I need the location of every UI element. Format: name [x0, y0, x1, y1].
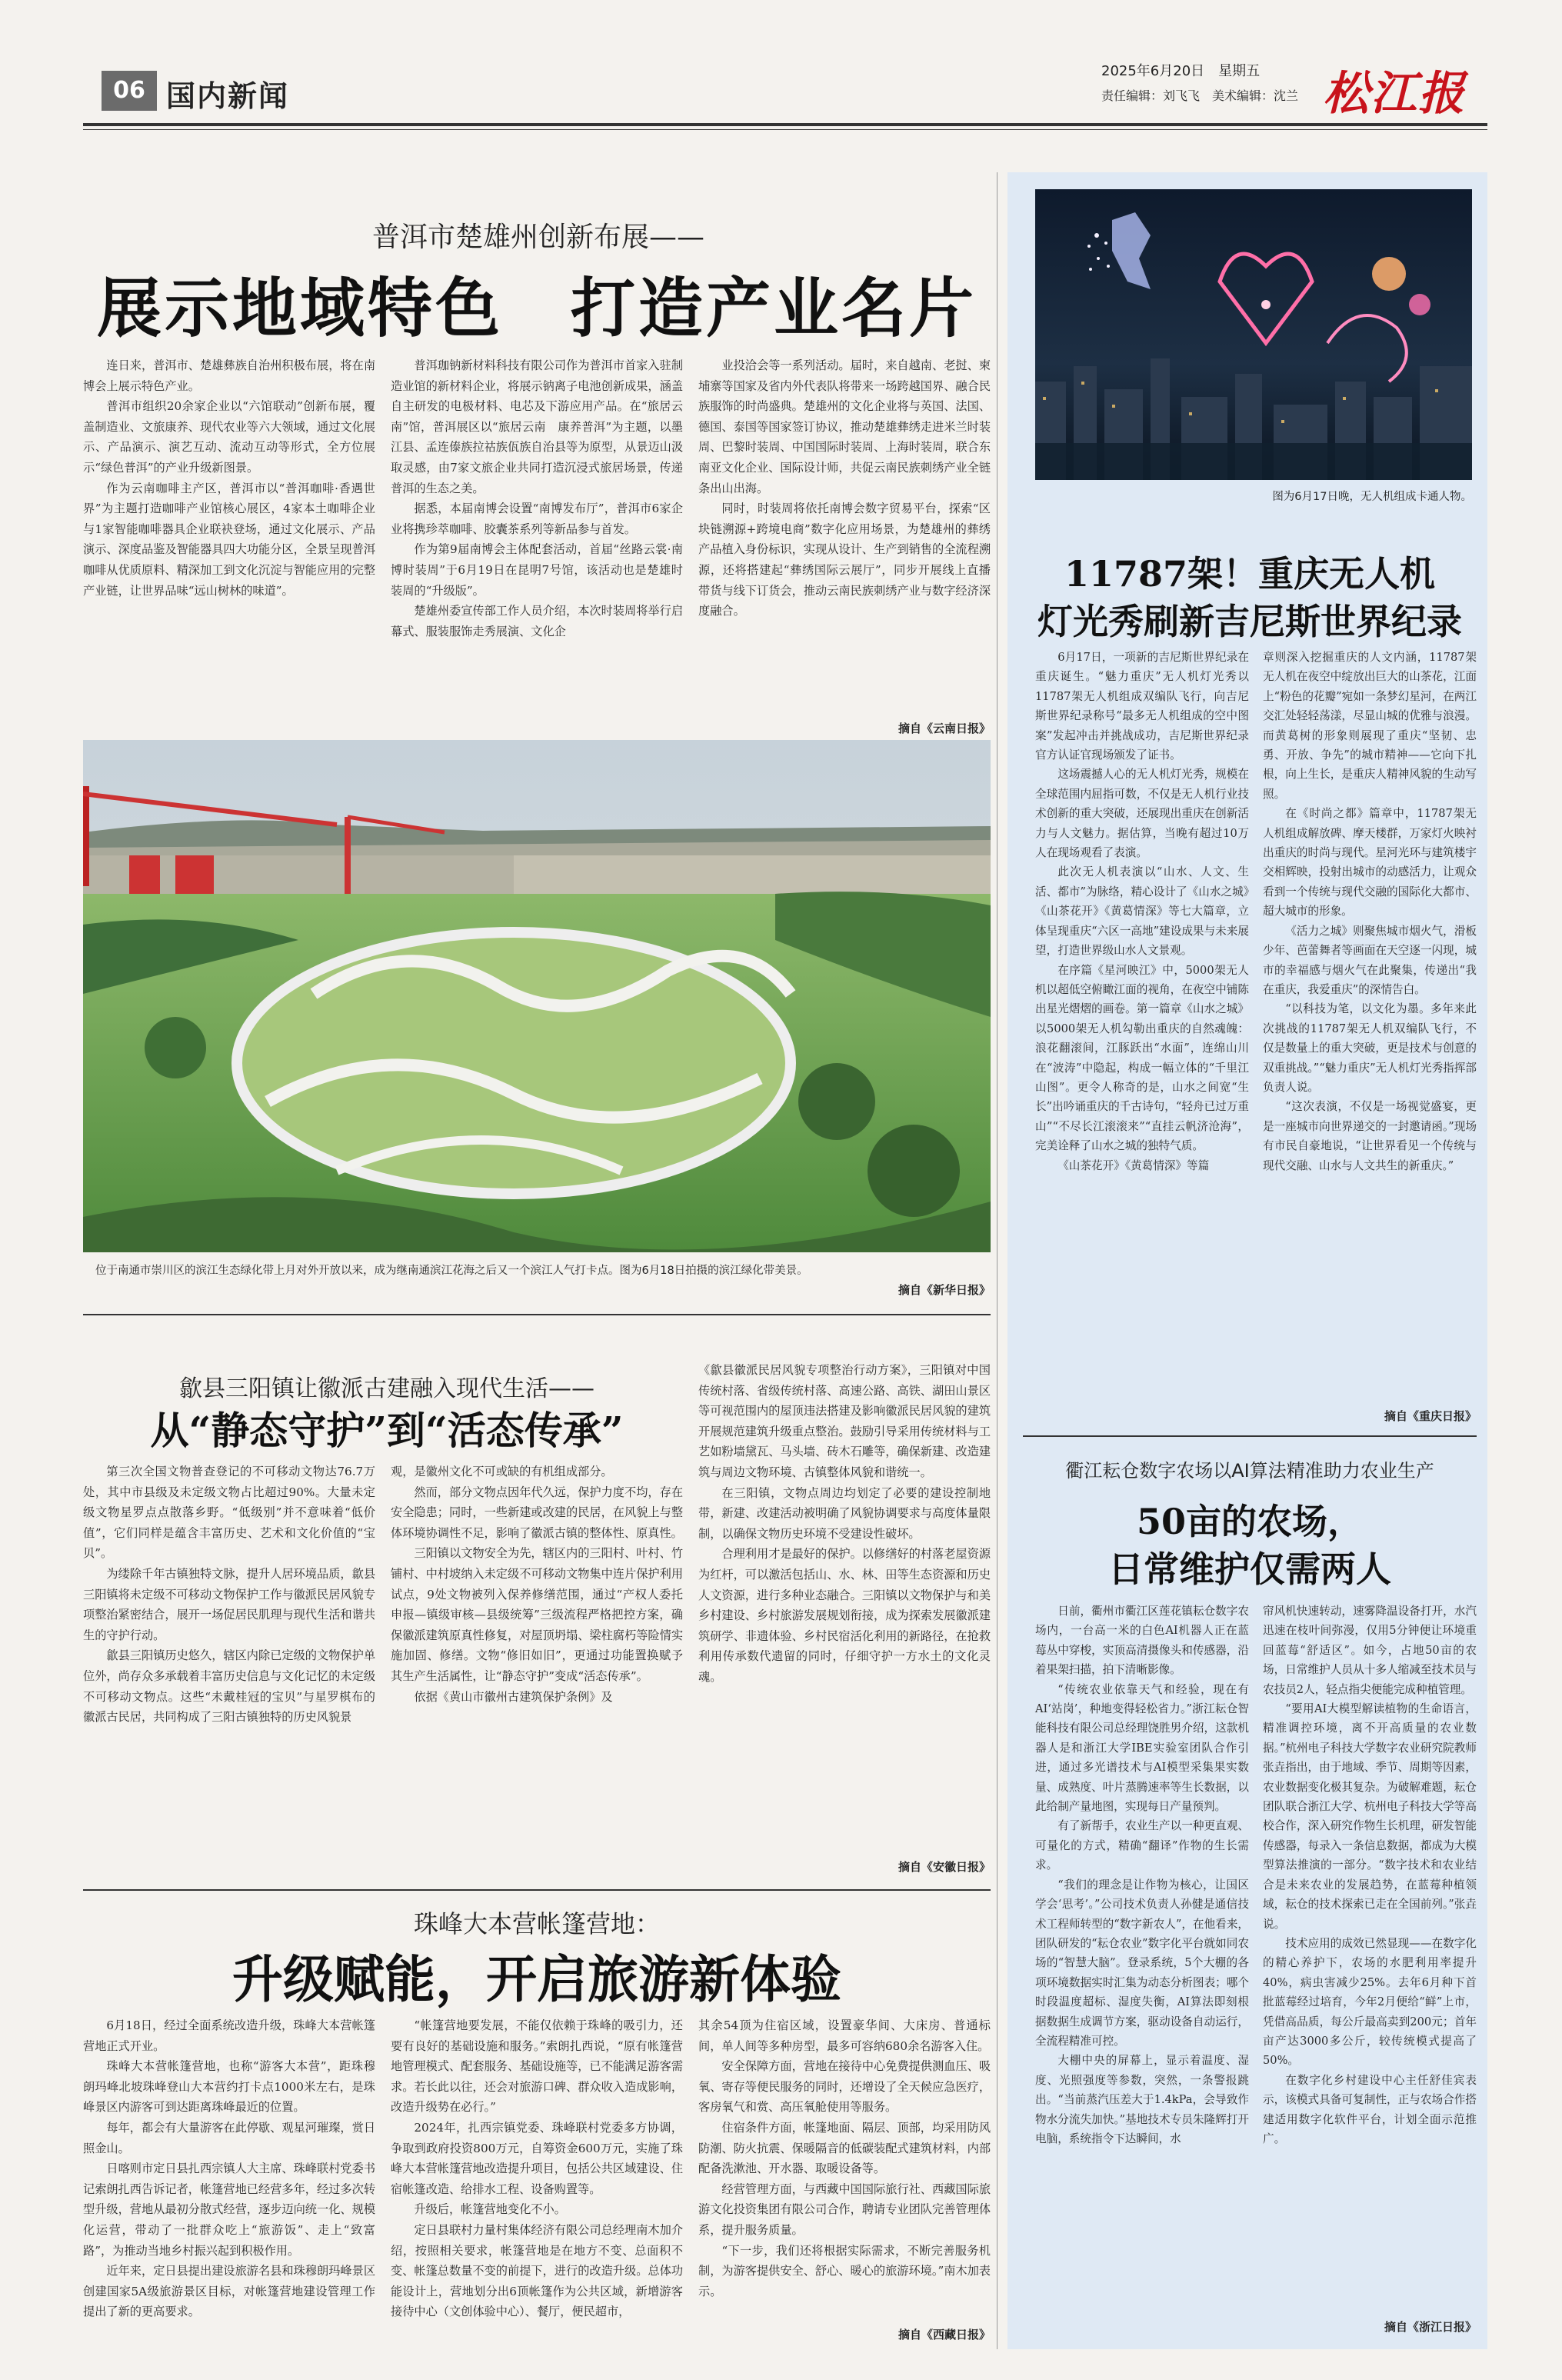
paragraph: 6月18日，经过全面系统改造升级，珠峰大本营帐篷营地正式开业。: [83, 2018, 375, 2053]
paragraph: 普洱珈钠新材料科技有限公司作为普洱市首家入驻制造业馆的新材料企业，将展示钠离子电池创新成果，涵盖自主研发的电极材料、电芯及下游应用产品。在“旅居云南”馆，普洱展区以“旅居云南 康养普洱”为主题，以墨江县、孟连傣族拉祜族佤族自治县等为原型，从景迈山汲取灵感，由7家文旅企业共同打造沉浸式旅居场景，传递普洱的生态之美。: [391, 358, 683, 495]
article3-col3: [698, 2015, 991, 2302]
article2-col1: [83, 1462, 375, 1728]
photo1-caption: 位于南通市崇川区的滨江生态绿化带上月对外开放以来，成为继南通滨江花海之后又一个滨江人气打卡点。图为6月18日拍摄的滨江绿化带美景。: [95, 1265, 808, 1277]
article2-col3: [698, 1360, 991, 1688]
article3-headline: 升级赋能，开启旅游新体验: [232, 1950, 841, 2009]
paragraph: 在数字化乡村建设中心主任舒佳宾表示，该模式具备可复制性，正与农场合作搭建适用数字化软件平台，计划全面示范推广。: [1263, 2073, 1477, 2145]
paragraph: 据悉，本届南博会设置“南博发布厅”，普洱市6家企业将携珍萃咖啡、胶囊茶系列等新品参与首发。: [391, 502, 683, 536]
riverside-park-photo: [83, 740, 991, 1252]
paragraph: 业投洽会等一系列活动。届时，来自越南、老挝、柬埔寨等国家及省内外代表队将带来一场跨越国界、融合民族服饰的时尚盛典。楚雄州的文化企业将与英国、法国、德国、泰国等国家签订协议，推动楚雄彝绣走进米兰时装周、巴黎时装周、中国国际时装周、上海时装周，联合东南亚文化企业、国际设计师，共促云南民族刺绣产业全链条出山出海。: [698, 358, 991, 495]
paragraph: 其余54顶为住宿区域，设置豪华间、大床房、普通标间，单人间等多种房型，最多可容纳680余名游客入住。: [698, 2018, 991, 2053]
paragraph: 定日县联村力量村集体经济有限公司总经理南木加介绍，按照相关要求，帐篷营地是在地方不变、总面积不变、帐篷总数量不变的前提下，进行的改造升级。总体功能设计上，营地划分出6顶帐篷作为公共区域，新增游客接待中心（文创体验中心）、餐厅，便民超市，: [391, 2222, 683, 2319]
paragraph: 有了新帮手，农业生产以一种更直观、可量化的方式，精确“翻译”作物的生长需求。: [1035, 1819, 1249, 1872]
paragraph: 此次无人机表演以“山水、人文、生活、都市”为脉络，精心设计了《山水之城》《山茶花开》《黄葛情深》等七大篇章，立体呈现重庆“六区一高地”建设成果与未来展望，打造世界级山水人文景观。: [1035, 865, 1249, 958]
paragraph: 这场震撼人心的无人机灯光秀，规模在全球范围内屈指可数，不仅是无人机行业技术创新的重大突破，还展现出重庆在创新活力与人文魅力。据估算，当晚有超过10万人在现场观看了表演。: [1035, 768, 1249, 860]
article1-col2: [391, 355, 683, 642]
page-number: 06: [113, 77, 145, 104]
article2-headline: 从“静态守护”到“活态传承”: [150, 1408, 624, 1453]
article1-source: 摘自《云南日报》: [898, 722, 991, 735]
paragraph: 住宿条件方面，帐篷地面、隔层、顶部，均采用防风防潮、防火抗震、保暖隔音的低碳装配式建筑材料，内部配备洗漱池、开水器、取暖设备等。: [698, 2120, 991, 2176]
article4-headline-line2: 灯光秀刷新吉尼斯世界纪录: [1037, 601, 1462, 642]
article5-source: 摘自《浙江日报》: [1384, 2320, 1477, 2334]
paragraph: 升级后，帐篷营地变化不小。: [414, 2202, 566, 2217]
paragraph: 安全保障方面，营地在接待中心免费提供测血压、吸氧、寄存等便民服务的同时，还增设了全天候应急医疗，客房氧气和赏、高压氧舱使用等服务。: [698, 2059, 991, 2115]
paragraph: 普洱市组织20余家企业以“六馆联动”创新布展，覆盖制造业、文旅康养、现代农业等六大领域，通过文化展示、产品演示、演艺互动、流动互动等形式，全方位展示“绿色普洱”的产业升级新图景。: [83, 399, 375, 475]
article5-headline-line1: 50亩的农场，: [1136, 1501, 1363, 1542]
paragraph: 珠峰大本营帐篷营地，也称“游客大本营”，距珠穆朗玛峰北坡珠峰登山大本营约打卡点1000米左右，是珠峰景区内游客可到达距离珠峰最近的位置。: [83, 2059, 375, 2115]
paragraph: 作为云南咖啡主产区，普洱市以“普洱咖啡·香遇世界”为主题打造咖啡产业馆核心展区，4家本土咖啡企业与1家智能咖啡器具企业联袂登场，通过文化展示、产品演示、深度品鉴及智能器具四大功能分区，全景呈现普洱咖啡从优质原料、精深加工到文化沉淀与智能应用的完整产业链，让世界品味“远山树林的味道”。: [83, 481, 375, 598]
drone-show-photo: [1035, 189, 1472, 480]
article1-headline: 展示地域特色 打造产业名片: [96, 271, 977, 346]
article5-col1: [1035, 1602, 1249, 2148]
paragraph: 作为第9届南博会主体配套活动，首届“丝路云裳·南博时装周”于6月19日在昆明7号馆，该活动也是楚雄时装周的“升级版”。: [391, 542, 683, 598]
section-title: 国内新闻: [166, 78, 290, 113]
paragraph: 6月17日，一项新的吉尼斯世界纪录在重庆诞生。“魅力重庆”无人机灯光秀以11787架无人机组成双编队飞行，向吉尼斯世界纪录称号“最多无人机组成的空中图案”发起冲击并挑战成功，吉尼斯世界纪录官方认证官现场颁发了证书。: [1035, 651, 1249, 762]
paragraph: 大棚中央的屏幕上，显示着温度、湿度、光照强度等参数，突然，一条警报跳出。“当前蒸汽压差大于1.4kPa，会导致作物水分流失加快。”基地技术专员朱隆辉打开电脑，系统指令下达瞬间，水: [1035, 2054, 1249, 2145]
article4-source: 摘自《重庆日报》: [1384, 1409, 1477, 1423]
paragraph: 在序篇《星河映江》中，5000架无人机以超低空俯瞰江面的视角，在夜空中铺陈出星光熠熠的画卷。第一篇章《山水之城》以5000架无人机勾勒出重庆的自然魂魄：浪花翻滚间，江豚跃出“水面”，连绵山川在“波涛”中隐起，构成一幅立体的“千里江山图”。更令人称奇的是，山水之间宽“生长”出吟诵重庆的千古诗句，“轻舟已过万重山”“不尽长江滚滚来”“直挂云帆济沧海”，完美诠释了山水之城的独特气质。: [1035, 963, 1249, 1153]
paragraph: “这次表演，不仅是一场视觉盛宴，更是一座城市向世界递交的一封邀请函。”现场有市民自豪地说，“让世界看见一个传统与现代交融、山水与人文共生的新重庆。”: [1263, 1100, 1477, 1172]
paragraph: 日喀则市定日县扎西宗镇人大主席、珠峰联村党委书记索朗扎西告诉记者，帐篷营地已经营多年，经过多次转型升级，营地从最初分散式经营，逐步迈向统一化、规模化运营，带动了一批群众吃上“旅游饭”、走上“致富路”，为推动当地乡村振兴起到积极作用。: [83, 2162, 375, 2258]
paragraph: 合理利用才是最好的保护。以修缮好的村落老屋资源为红杆，可以激活包括山、水、林、田等生态资源和历史人文资源，进行多种业态融合。三阳镇以文物保护与和美乡村建设、乡村旅游发展规划衔接，成为探索发展徽派建筑研学、非遗体验、乡村民宿活化利用的新路径，在抢救利用传承数代遗留的同时，仔细守护一方水土的文化灵魂。: [698, 1547, 991, 1684]
paragraph: 2024年，扎西宗镇党委、珠峰联村党委多方协调，争取到政府投资800万元，自筹资金600万元，实施了珠峰大本营帐篷营地改造提升项目，包括公共区域建设、住宿帐篷改造、给排水工程、设备购置等。: [391, 2120, 683, 2196]
article3-kicker: 珠峰大本营帐篷营地：: [413, 1909, 660, 1938]
section-divider: [83, 1314, 991, 1315]
article3-col1: [83, 2015, 375, 2322]
article1-col1: [83, 355, 375, 601]
paragraph: “帐篷营地要发展，不能仅依赖于珠峰的吸引力，还要有良好的基础设施和服务。”索朗扎西说，“原有帐篷营地管理模式、配套服务、基础设施等，已不能满足游客需求。若长此以往，还会对旅游口碑、群众收入造成影响，改造升级势在必行。”: [391, 2018, 683, 2115]
masthead-rule-thin: [83, 129, 1487, 130]
paragraph: 帘风机快速转动，速雾降温设备打开，水汽迅速在枝叶间弥漫，仅用5分钟便让环境重回蓝莓“舒适区”。如今，占地50亩的农场，日常维护人员从十多人缩减至技术员与农技员2人，轻点指尖便能完成种植管理。: [1263, 1605, 1477, 1696]
paragraph: 第三次全国文物普查登记的不可移动文物达76.7万处，其中市县级及未定级文物占比超过90%。大量未定级文物星罗点点散落乡野。“低级别”并不意味着“低价值”，它们同样是蕴含丰富历史、艺术和文化价值的“宝贝”。: [83, 1465, 375, 1561]
paragraph: 连日来，普洱市、楚雄彝族自治州积极布展，将在南博会上展示特色产业。: [83, 358, 375, 393]
article2-source: 摘自《安徽日报》: [898, 1860, 991, 1874]
article1-kicker: 普洱市楚雄州创新布展——: [371, 222, 704, 253]
photo1-source: 摘自《新华日报》: [898, 1283, 991, 1297]
paragraph: 为缕除千年古镇独特文脉，提升人居环境品质，歙县三阳镇将未定级不可移动文物保护工作与徽派民居风貌专项整治紧密结合，展开一场促居民肌理与现代生活和谐共生的守护行动。: [83, 1566, 375, 1642]
paragraph: 三阳镇以文物安全为先，辖区内的三阳村、叶村、竹铺村、中村坡纳入未定级不可移动文物集中连片保护利用试点，9处文物被列入保养修缮范围，通过“产权人委托申报—镇级审核—县级统筹”三级流程严格把控方案，确保徽派建筑原真性修复，对屋顶坍塌、梁柱腐朽等险情实施加固、修缮。文物“修旧如旧”，更通过功能置换赋予其生产生活属性，让“静态守护”变成“活态传承”。: [391, 1546, 683, 1683]
paragraph: 《山茶花开》《黄葛情深》等篇: [1057, 1158, 1210, 1172]
paragraph: 在《时尚之都》篇章中，11787架无人机组成解放碑、摩天楼群，万家灯火映衬出重庆的时尚与现代。星河光环与建筑楼宇交相辉映，投射出城市的动感活力，让观众看到一个传统与现代交融的国际化大都市、超大城市的形象。: [1263, 807, 1477, 918]
paragraph: “下一步，我们还将根据实际需求，不断完善服务机制，为游客提供安全、舒心、暖心的旅游环境。”南木加表示。: [698, 2243, 991, 2298]
article2-col2: [391, 1462, 683, 1707]
editor-credits: 责任编辑：刘飞飞 美术编辑：沈兰: [1101, 88, 1299, 103]
paragraph: 日前，衢州市衢江区莲花镇耘仓数字农场内，一台高一米的白色AI机器人正在蓝莓丛中穿梭，实顶高清摄像头和传感器，沿着果架扫描，拍下清晰影像。: [1035, 1605, 1249, 1677]
page-number-badge: [102, 71, 157, 111]
newspaper-logo: 松江报: [1323, 67, 1466, 121]
photo2-caption: 图为6月17日晚，无人机组成卡通人物。: [1272, 491, 1472, 503]
article5-col2: [1263, 1602, 1477, 2148]
article4-col1: [1035, 648, 1249, 1175]
masthead-rule: [83, 123, 1487, 126]
paragraph: 《歙县徽派民居风貌专项整治行动方案》，三阳镇对中国传统村落、省级传统村落、高速公路、高铁、湖田山景区等可视范围内的屋顶违法搭建及影响徽派民居风貌的建筑开展规范建筑升级重点整治。鼓励引导采用传统材料与工艺如粉墙黛瓦、马头墙、砖木石雕等，确保新建、改造建筑与周边文物环境、古镇整体风貌和谐统一。: [698, 1363, 991, 1479]
paragraph: 在三阳镇，文物点周边均划定了必要的建设控制地带，新建、改建活动被明确了风貌协调要求与高度体量限制，以确保文物历史环境不受建设性破坏。: [698, 1485, 991, 1541]
paragraph: 观，是徽州文化不可或缺的有机组成部分。: [391, 1465, 613, 1478]
article4-headline-line1: 11787架！重庆无人机: [1064, 553, 1436, 595]
article2-kicker: 歙县三阳镇让徽派古建融入现代生活——: [179, 1375, 594, 1402]
article1-col3: [698, 355, 991, 622]
paragraph: 经营管理方面，与西藏中国国际旅行社、西藏国际旅游文化投资集团有限公司合作，聘请专业团队完善管理体系，提升服务质量。: [698, 2182, 991, 2237]
paragraph: 近年来，定日县提出建设旅游名县和珠穆朗玛峰景区创建国家5A级旅游景区目标，对帐篷营地建设管理工作提出了新的更高要求。: [83, 2264, 375, 2319]
paragraph: 然而，部分文物点因年代久远，保护力度不均，存在安全隐患；同时，一些新建或改建的民居，在风貌上与整体环境协调性不足，影响了徽派古镇的整体性、原真性。: [391, 1485, 683, 1540]
section-divider: [1023, 1435, 1477, 1437]
article5-headline-line2: 日常维护仅需两人: [1108, 1548, 1391, 1590]
article4-col2: [1263, 648, 1477, 1175]
paragraph: 依据《黄山市徽州古建筑保护条例》及: [414, 1689, 613, 1704]
paragraph: 《活力之城》则聚焦城市烟火气，滑板少年、芭蕾舞者等画面在天空逐一闪现，城市的幸福感与烟火气在此聚集，传递出“我在重庆，我爱重庆”的深情告白。: [1263, 924, 1477, 996]
paragraph: “以科技为笔，以文化为墨。多年来此次挑战的11787架无人机双编队飞行，不仅是数量上的重大突破，更是技术与创意的双重挑战。”“魅力重庆”无人机灯光秀指挥部负责人说。: [1263, 1002, 1477, 1094]
paragraph: “要用AI大模型解读植物的生命语言，精准调控环境，离不开高质量的农业数据。”杭州电子科技大学数字农业研究院教师张垚指出，由于地域、季节、周期等因素，农业数据变化极其复杂。为破解难题，耘仓团队联合浙江大学、杭州电子科技大学等高校合作，深入研究作物生长机理，研发智能传感器，每录入一条信息数据，都成为大模型算法推演的一部分。“数字技术和农业结合是未来农业的发展趋势，在蓝莓种植领域，耘仓的技术探索已走在全国前列。”张垚说。: [1263, 1702, 1477, 1931]
article5-kicker: 衢江耘仓数字农场以AI算法精准助力农业生产: [1065, 1460, 1434, 1482]
paragraph: 每年，都会有大量游客在此停歇、观星河璀璨，赏日照金山。: [83, 2120, 375, 2155]
article3-col2: [391, 2015, 683, 2322]
section-divider: [83, 1889, 991, 1891]
paragraph: 楚雄州委宣传部工作人员介绍，本次时装周将举行启幕式、服装服饰走秀展演、文化企: [391, 604, 683, 638]
paragraph: 章则深入挖掘重庆的人文内涵，11787架无人机在夜空中绽放出巨大的山茶花，江面上“粉色的花瓣”宛如一条梦幻星河，在两江交汇处轻轻荡漾，尽显山城的优雅与浪漫。而黄葛树的形象则展现了重庆“坚韧、忠勇、开放、争先”的城市精神——它向下扎根，向上生长，是重庆人精神风貌的生动写照。: [1263, 651, 1477, 801]
paragraph: 同时，时装周将依托南博会数字贸易平台，探索“区块链溯源+跨境电商”数字化应用场景，为楚雄州的彝绣产品植入身份标识，实现从设计、生产到销售的全流程溯源，还将搭建起“彝绣国际云展厅”，同步开展线上直播带货与线下订货会，推动云南民族刺绣产业与数字经济深度融合。: [698, 502, 991, 618]
paragraph: “传统农业依靠天气和经验，现在有AI‘站岗’，种地变得轻松省力。”浙江耘仓智能科技有限公司总经理饶胜男介绍，这款机器人是和浙江大学IBE实验室团队合作引进，通过多光谱技术与AI模型采集果实数量、成熟度、叶片蒸腾速率等生长数据，以此给制产量地图，实现每日产量预判。: [1035, 1682, 1249, 1814]
paragraph: “我们的理念是让作物为核心，让国区学会‘思考’。”公司技术负责人孙健是通信技术工程师转型的“数字新农人”，在他看来，团队研发的“耘仓农业”数字化平台就如同农场的“智慧大脑”。登录系统，5个大棚的各项环境数据实时汇集为动态分析图表；哪个时段温度超标、湿度失衡，AI算法即刻根据数据生成调节方案，驱动设备自动运行，全流程精准可控。: [1035, 1878, 1249, 2048]
issue-date: 2025年6月20日 星期五: [1101, 63, 1261, 79]
paragraph: 技术应用的成效已然显现——在数字化的精心养护下，农场的水肥利用率提升40%，病虫害减少25%。去年6月种下首批蓝莓经过培育，今年2月便给“鲜”上市，凭借高品质，每公斤最高卖到200元；首年亩产达3000多公斤，较传统模式提高了50%。: [1263, 1936, 1477, 2068]
article3-source: 摘自《西藏日报》: [898, 2328, 991, 2342]
paragraph: 歙县三阳镇历史悠久，辖区内除已定级的文物保护单位外，尚存众多承载着丰富历史信息与文化记忆的未定级不可移动文物点。这些“未戴桂冠的宝贝”与星罗棋布的徽派古民居，共同构成了三阳古镇独特的历史风貌景: [83, 1648, 375, 1725]
